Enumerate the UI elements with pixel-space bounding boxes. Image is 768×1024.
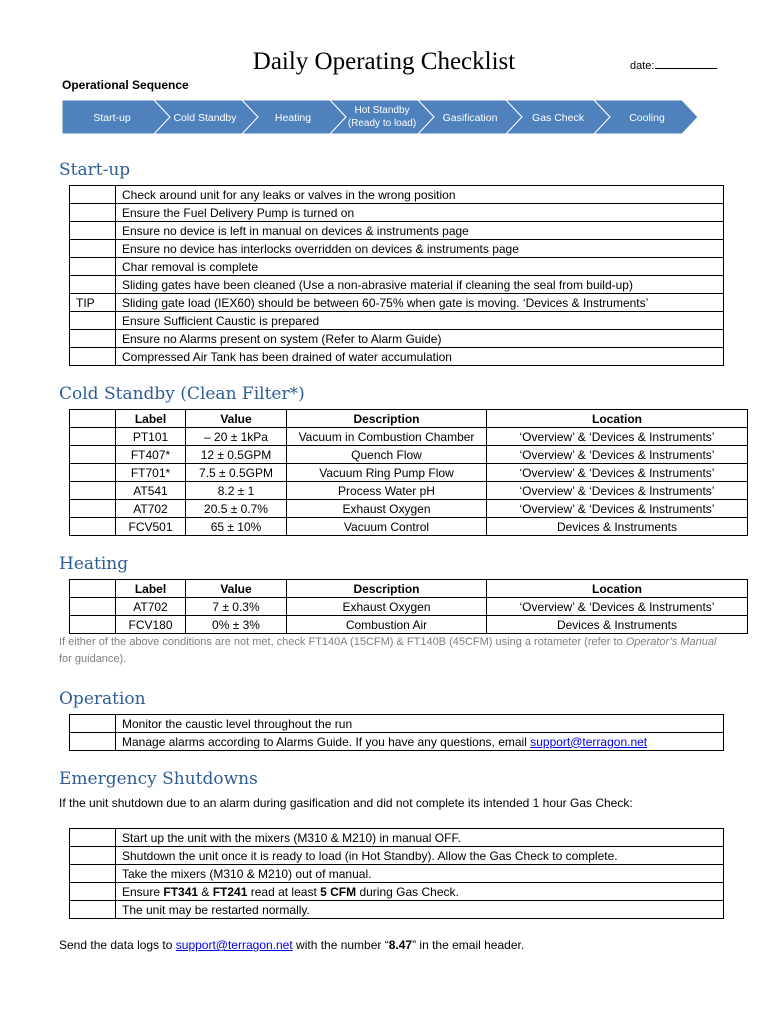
- checkbox-cell[interactable]: [70, 428, 116, 446]
- checkbox-header: [70, 580, 116, 598]
- text-part: &: [198, 884, 213, 899]
- checkbox-cell[interactable]: [70, 464, 116, 482]
- table-row: [70, 518, 748, 536]
- table-row: [70, 330, 724, 348]
- table-row: [70, 883, 724, 901]
- description-cell: Exhaust Oxygen: [287, 598, 487, 616]
- label-cell: AT702: [116, 500, 186, 518]
- flow-threshold: 5 CFM: [320, 884, 357, 899]
- text-part: during Gas Check.: [356, 884, 459, 899]
- value-cell: 7.5 ± 0.5GPM: [186, 464, 287, 482]
- table-row: [70, 222, 724, 240]
- heating-section-title: Heating: [59, 554, 129, 574]
- checklist-item: The unit may be restarted normally.: [116, 901, 724, 919]
- startup-section-title: Start-up: [59, 160, 131, 180]
- table-row: [70, 901, 724, 919]
- flow-step-hot-standby: [330, 100, 434, 134]
- column-header: Label: [116, 410, 186, 428]
- emergency-section-title: Emergency Shutdowns: [59, 769, 258, 789]
- operational-sequence-label: Operational Sequence: [62, 78, 189, 92]
- table-row: [70, 186, 724, 204]
- label-cell: AT541: [116, 482, 186, 500]
- checklist-item: Ensure no Alarms present on system (Refer to Alarm Guide): [116, 330, 724, 348]
- text-part: Ensure: [122, 884, 164, 899]
- checklist-item: Ensure no device is left in manual on devices & instruments page: [116, 222, 724, 240]
- checklist-item: Start up the unit with the mixers (M310 & M210) in manual OFF.: [116, 829, 724, 847]
- flow-step-gas-check: [506, 100, 610, 134]
- flow-step-label: Heating: [274, 112, 312, 124]
- table-row: [70, 464, 748, 482]
- checklist-item: Compressed Air Tank has been drained of water accumulation: [116, 348, 724, 366]
- checkbox-cell[interactable]: [70, 500, 116, 518]
- location-cell: ‘Overview’ & ‘Devices & Instruments’: [487, 598, 748, 616]
- description-cell: Combustion Air: [287, 616, 487, 634]
- footer-email-link[interactable]: support@terragon.net: [175, 938, 293, 952]
- checkbox-cell[interactable]: [70, 616, 116, 634]
- value-cell: 65 ± 10%: [186, 518, 287, 536]
- checkbox-cell[interactable]: [70, 901, 116, 919]
- checkbox-cell[interactable]: [70, 518, 116, 536]
- heating-table: [69, 579, 748, 634]
- description-cell: Exhaust Oxygen: [287, 500, 487, 518]
- column-header: Value: [186, 410, 287, 428]
- checkbox-cell[interactable]: [70, 186, 116, 204]
- checkbox-cell[interactable]: [70, 715, 116, 733]
- column-header: Location: [487, 580, 748, 598]
- table-row: [70, 482, 748, 500]
- checkbox-cell[interactable]: [70, 829, 116, 847]
- checklist-item: [116, 733, 724, 751]
- value-cell: – 20 ± 1kPa: [186, 428, 287, 446]
- description-cell: Vacuum in Combustion Chamber: [287, 428, 487, 446]
- description-cell: Vacuum Ring Pump Flow: [287, 464, 487, 482]
- table-header-row: [70, 580, 748, 598]
- location-cell: Devices & Instruments: [487, 518, 748, 536]
- email-header-number: 8.47: [388, 938, 413, 952]
- checkbox-cell[interactable]: [70, 865, 116, 883]
- cold-standby-section-title: Cold Standby (Clean Filter*): [59, 384, 305, 404]
- column-header: Description: [287, 580, 487, 598]
- checklist-item: [116, 883, 724, 901]
- checklist-item: Ensure Sufficient Caustic is prepared: [116, 312, 724, 330]
- flow-step-cooling: [594, 100, 698, 134]
- flow-step-label: Gas Check: [532, 112, 584, 124]
- location-cell: ‘Overview’ & ‘Devices & Instruments’: [487, 446, 748, 464]
- checklist-item: Char removal is complete: [116, 258, 724, 276]
- operation-section-title: Operation: [59, 689, 146, 709]
- text-part: with the number “: [292, 938, 389, 952]
- checklist-item: Ensure the Fuel Delivery Pump is turned on: [116, 204, 724, 222]
- emergency-table: [69, 828, 724, 919]
- checklist-item: Sliding gates have been cleaned (Use a non-abrasive material if cleaning the seal from build-up): [116, 276, 724, 294]
- flow-step-heating: [242, 100, 346, 134]
- description-cell: Process Water pH: [287, 482, 487, 500]
- value-cell: 12 ± 0.5GPM: [186, 446, 287, 464]
- checklist-item: Sliding gate load (IEX60) should be between 60-75% when gate is moving. ‘Devices & Instruments’: [116, 294, 724, 312]
- checkbox-cell[interactable]: [70, 204, 116, 222]
- location-cell: ‘Overview’ & ‘Devices & Instruments’: [487, 464, 748, 482]
- note-text-end: for guidance).: [59, 653, 127, 665]
- table-row: [70, 733, 724, 751]
- location-cell: ‘Overview’ & ‘Devices & Instruments’: [487, 428, 748, 446]
- flow-meter-ft341: FT341: [163, 884, 199, 899]
- table-row: [70, 294, 724, 312]
- column-header: Description: [287, 410, 487, 428]
- operational-sequence-flow: [0, 0, 768, 140]
- flow-step-label: Cooling: [629, 112, 665, 124]
- note-manual-reference: Operator’s Manual: [625, 636, 717, 648]
- checklist-item: Shutdown the unit once it is ready to load (in Hot Standby). Allow the Gas Check to complete.: [116, 847, 724, 865]
- checkbox-cell[interactable]: [70, 330, 116, 348]
- emergency-intro: If the unit shutdown due to an alarm during gasification and did not complete its intended 1 hour Gas Check:: [59, 796, 633, 810]
- column-header: Value: [186, 580, 287, 598]
- checkbox-cell[interactable]: [70, 276, 116, 294]
- description-cell: Quench Flow: [287, 446, 487, 464]
- flow-step-start-up: [62, 100, 170, 134]
- checkbox-header: [70, 410, 116, 428]
- tip-label: TIP: [70, 294, 116, 312]
- flow-step-label: Gasification: [442, 112, 498, 124]
- table-row: [70, 348, 724, 366]
- location-cell: ‘Overview’ & ‘Devices & Instruments’: [487, 482, 748, 500]
- table-row: [70, 847, 724, 865]
- text-part: ” in the email header.: [412, 938, 525, 952]
- cold-standby-table: [69, 409, 748, 536]
- note-text: If either of the above conditions are not met, check FT140A (15CFM) & FT140B (45CFM) using a rotameter (refer to: [59, 636, 626, 648]
- text-part: read at least: [247, 884, 321, 899]
- table-row: [70, 829, 724, 847]
- flow-step-label: Cold Standby: [173, 112, 237, 124]
- table-row: [70, 598, 748, 616]
- table-row: [70, 258, 724, 276]
- heating-note: [59, 634, 719, 668]
- flow-step-sublabel: (Ready to load): [347, 118, 417, 129]
- table-header-row: [70, 410, 748, 428]
- value-cell: 20.5 ± 0.7%: [186, 500, 287, 518]
- column-header: Label: [116, 580, 186, 598]
- label-cell: FCV180: [116, 616, 186, 634]
- checklist-item: Monitor the caustic level throughout the run: [116, 715, 724, 733]
- checkbox-cell[interactable]: [70, 482, 116, 500]
- checkbox-cell[interactable]: [70, 258, 116, 276]
- column-header: Location: [487, 410, 748, 428]
- label-cell: FT407*: [116, 446, 186, 464]
- table-row: [70, 500, 748, 518]
- flow-meter-ft241: FT241: [212, 884, 248, 899]
- checkbox-cell[interactable]: [70, 598, 116, 616]
- checklist-item: Check around unit for any leaks or valves in the wrong position: [116, 186, 724, 204]
- checkbox-cell[interactable]: [70, 446, 116, 464]
- checkbox-cell[interactable]: [70, 733, 116, 751]
- startup-checklist-table: [69, 185, 724, 366]
- checkbox-cell[interactable]: [70, 847, 116, 865]
- table-row: [70, 240, 724, 258]
- support-email-link[interactable]: support@terragon.net: [530, 734, 648, 749]
- checkbox-cell[interactable]: [70, 312, 116, 330]
- operation-table: [69, 714, 724, 751]
- table-row: [70, 865, 724, 883]
- footer-instruction: [59, 938, 524, 952]
- checkbox-cell[interactable]: [70, 883, 116, 901]
- flow-step-cold-standby: [154, 100, 258, 134]
- checkbox-cell[interactable]: [70, 240, 116, 258]
- checkbox-cell[interactable]: [70, 348, 116, 366]
- location-cell: Devices & Instruments: [487, 616, 748, 634]
- table-row: [70, 276, 724, 294]
- description-cell: Vacuum Control: [287, 518, 487, 536]
- table-row: [70, 616, 748, 634]
- page-title: Daily Operating Checklist: [252, 48, 516, 75]
- flow-step-label: Hot Standby: [354, 105, 410, 116]
- flow-step-label: Start-up: [93, 112, 131, 124]
- label-cell: PT101: [116, 428, 186, 446]
- table-row: [70, 204, 724, 222]
- label-cell: FT701*: [116, 464, 186, 482]
- checklist-item: Ensure no device has interlocks overridden on devices & instruments page: [116, 240, 724, 258]
- value-cell: 7 ± 0.3%: [186, 598, 287, 616]
- text-part: Send the data logs to: [59, 938, 176, 952]
- label-cell: AT702: [116, 598, 186, 616]
- checklist-item: Take the mixers (M310 & M210) out of manual.: [116, 865, 724, 883]
- table-row: [70, 312, 724, 330]
- value-cell: 8.2 ± 1: [186, 482, 287, 500]
- flow-step-gasification: [418, 100, 522, 134]
- label-cell: FCV501: [116, 518, 186, 536]
- checklist-item-text: Manage alarms according to Alarms Guide. If you have any questions, email: [122, 734, 531, 749]
- checkbox-cell[interactable]: [70, 222, 116, 240]
- table-row: [70, 715, 724, 733]
- location-cell: ‘Overview’ & ‘Devices & Instruments’: [487, 500, 748, 518]
- table-row: [70, 446, 748, 464]
- date-label: date:: [630, 60, 655, 72]
- value-cell: 0% ± 3%: [186, 616, 287, 634]
- table-row: [70, 428, 748, 446]
